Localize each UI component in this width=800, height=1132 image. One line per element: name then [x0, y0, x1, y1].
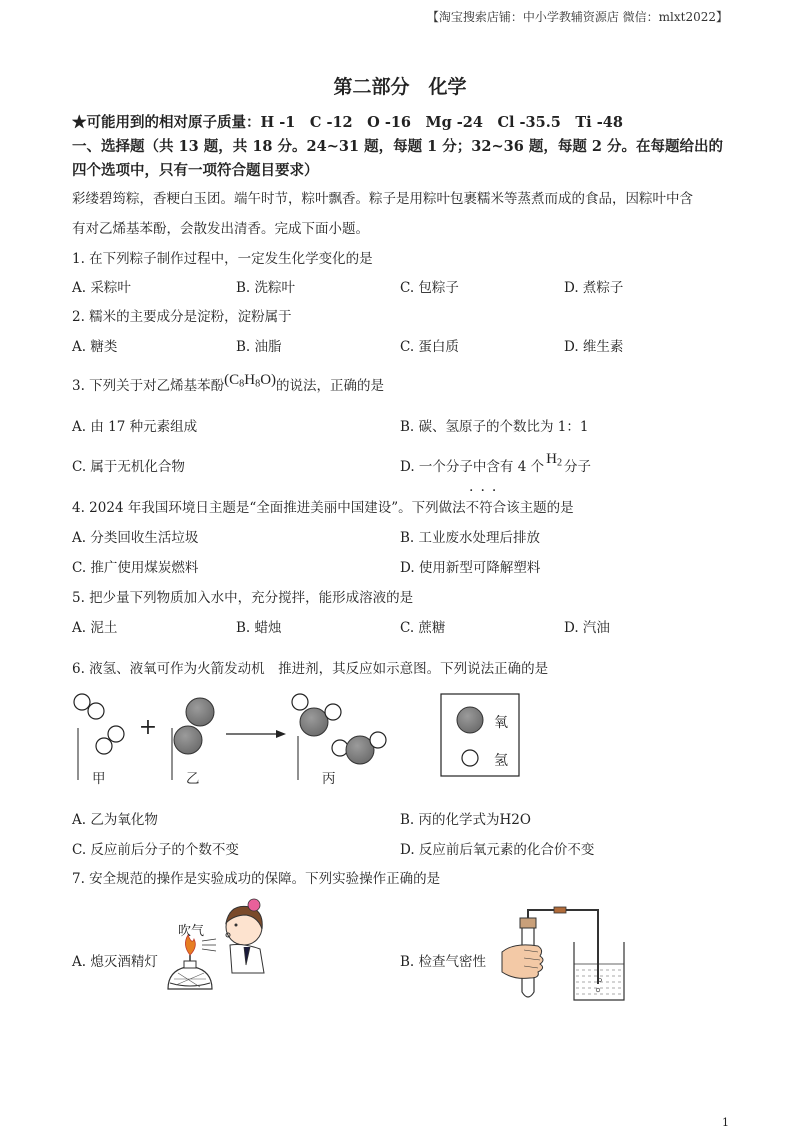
blow-label: 吹气	[178, 924, 205, 939]
question-1-option-b: B. 洗粽叶	[236, 280, 296, 296]
question-1-option-d: D. 煮粽子	[564, 280, 624, 296]
intro-line1: 彩缕碧筠粽，香粳白玉团。端午时节，粽叶飘香。粽子是用粽叶包裹糯米等蒸煮而成的食品，因粽叶中含	[72, 191, 693, 207]
question-3-option-d-post: 分子	[564, 459, 592, 475]
question-3-stem-post: 的说法，正确的是	[276, 378, 385, 394]
rubber-connector	[554, 907, 566, 913]
reaction-arrow-head	[276, 730, 286, 738]
figure-blow-out-lamp	[160, 893, 290, 1003]
question-2-option-b: B. 油脂	[236, 339, 282, 355]
section-heading-line1: 一、选择题（共 13 题，共 18 分。24~31 题，每题 1 分；32~36 题，每题 2 分。在每题给出的	[72, 138, 724, 155]
question-4-stem: 4. 2024 年我国环境日主题是“全面推进美丽中国建设”。下列做法不符合该主题的是	[72, 500, 574, 516]
page-title: 第二部分 化学	[333, 76, 467, 98]
question-6-option-c: C. 反应前后分子的个数不变	[72, 842, 239, 858]
question-3-option-c: C. 属于无机化合物	[72, 459, 185, 475]
hand-icon	[502, 945, 543, 979]
question-5-option-c: C. 蔗糖	[400, 620, 446, 636]
question-7-option-a: A. 熄灭酒精灯	[72, 954, 158, 970]
molecule-h2-1	[74, 694, 104, 719]
reaction-diagram	[60, 688, 540, 790]
legend-oxygen-atom	[457, 707, 483, 733]
girl-eye	[235, 924, 238, 927]
question-2-stem: 2. 糯米的主要成分是淀粉，淀粉属于	[72, 309, 292, 325]
question-1-option-a: A. 采粽叶	[72, 280, 131, 296]
label-bing: 丙	[322, 771, 336, 787]
question-3-stem-pre: 3. 下列关于对乙烯基苯酚	[72, 378, 225, 394]
formula-c8h8o: $(C_8H_8O)$	[224, 372, 277, 390]
question-4-option-d: D. 使用新型可降解塑料	[400, 560, 541, 576]
hair-bow	[248, 899, 260, 911]
question-7-stem: 7. 安全规范的操作是实验成功的保障。下列实验操作正确的是	[72, 871, 441, 887]
bubble	[596, 988, 600, 992]
question-2-option-d: D. 维生素	[564, 339, 624, 355]
question-5-option-a: A. 泥土	[72, 620, 118, 636]
question-6-option-d: D. 反应前后氧元素的化合价不变	[400, 842, 595, 858]
molecule-o2	[174, 698, 214, 754]
question-2-option-a: A. 糖类	[72, 339, 118, 355]
legend-hydrogen-label: 氢	[494, 753, 508, 769]
figure-airtightness-check	[494, 902, 644, 1008]
question-4-option-b: B. 工业废水处理后排放	[400, 530, 541, 546]
question-3-option-d-pre: D. 一个分子中含有 4 个	[400, 459, 545, 475]
question-3-option-b: B. 碳、氢原子的个数比为 1：1	[400, 419, 589, 435]
intro-line2: 有对乙烯基苯酚，会散发出清香。完成下面小题。	[72, 221, 369, 237]
label-jia: 甲	[92, 771, 106, 787]
question-3-option-d	[400, 451, 592, 477]
legend-oxygen-label: 氧	[494, 715, 508, 731]
plus-sign: +	[138, 715, 158, 740]
question-1-stem: 1. 在下列粽子制作过程中，一定发生化学变化的是	[72, 251, 373, 267]
question-3-stem	[72, 374, 384, 396]
emphasis-dots: ···	[469, 483, 504, 499]
section-heading-line2: 四个选项中，只有一项符合题目要求）	[72, 162, 319, 179]
question-5-option-b: B. 蜡烛	[236, 620, 282, 636]
question-5-option-d: D. 汽油	[564, 620, 610, 636]
question-1-option-c: C. 包粽子	[400, 280, 459, 296]
label-yi: 乙	[186, 771, 200, 787]
molecule-h2o-1	[292, 694, 341, 736]
question-3-option-a: A. 由 17 种元素组成	[72, 419, 198, 435]
rubber-stopper	[520, 918, 536, 928]
atomic-mass-line: ★可能用到的相对原子质量：H -1 C -12 O -16 Mg -24 Cl -35.5 Ti -48	[72, 114, 623, 131]
legend-hydrogen-atom	[462, 750, 478, 766]
question-2-option-c: C. 蛋白质	[400, 339, 459, 355]
breath-lines	[202, 939, 216, 951]
question-6-stem: 6. 液氢、液氧可作为火箭发动机 推进剂，其反应如示意图。下列说法正确的是	[72, 661, 549, 677]
molecule-h2o-2	[332, 732, 386, 764]
question-6-option-a: A. 乙为氧化物	[72, 812, 158, 828]
question-4-option-c: C. 推广使用煤炭燃料	[72, 560, 199, 576]
page-header: 【淘宝搜索店铺：中小学教辅资源店 微信：mlxt2022】	[426, 10, 728, 24]
molecule-h2-2	[96, 726, 124, 754]
formula-h2: $H_2$	[546, 451, 563, 469]
question-7-option-b: B. 检查气密性	[400, 954, 487, 970]
question-4-option-a: A. 分类回收生活垃圾	[72, 530, 199, 546]
question-6-option-b: B. 丙的化学式为H2O	[400, 812, 531, 828]
question-5-stem: 5. 把少量下列物质加入水中，充分搅拌，能形成溶液的是	[72, 590, 414, 606]
alcohol-lamp-neck	[184, 961, 196, 968]
page-number: 1	[722, 1116, 729, 1129]
